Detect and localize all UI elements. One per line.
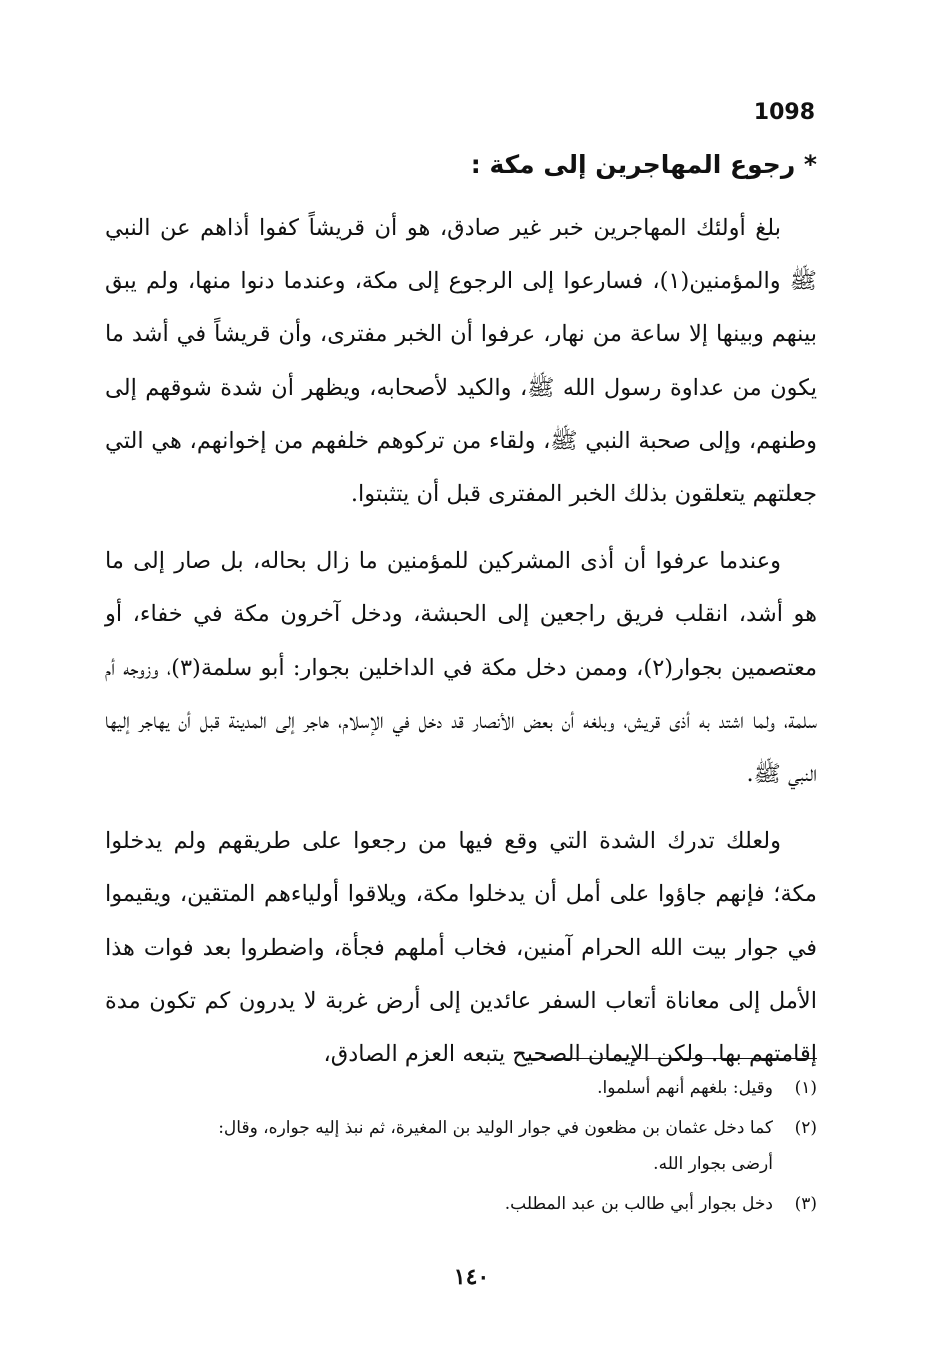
bottom-page-number: ١٤٠ <box>453 1264 490 1290</box>
section-heading: * رجوع المهاجرين إلى مكة : <box>470 150 817 179</box>
footnote-number: (٢) <box>794 1118 817 1138</box>
top-page-number: 1098 <box>753 100 815 125</box>
footnote-number: (١) <box>794 1078 817 1098</box>
footnote-text: دخل بجوار أبي طالب بن عبد المطلب. <box>504 1194 773 1214</box>
footnote-text: كما دخل عثمان بن مظعون في جوار الوليد بن المغيرة، ثم نبذ إليه جواره، وقال: <box>218 1118 773 1138</box>
footnotes <box>105 1070 817 1226</box>
footnote-separator <box>526 1058 817 1059</box>
body-text <box>105 202 817 1095</box>
paragraph-1: بلغ أولئك المهاجرين خبر غير صادق، هو أن قريشاً كفوا أذاهم عن النبي ﷺ والمؤمنين(١)، فسارعوا إلى الرجوع إلى مكة، وعندما دنوا منها، ولم يبق بينهم وبينها إلا ساعة من نهار، عرفوا أن الخبر مفترى، وأن قريشاً في أشد ما يكون من عداوة رسول الله ﷺ، والكيد لأصحابه، ويظهر أن شدة شوقهم إلى وطنهم، وإلى صحبة النبي ﷺ، ولقاء من تركوهم خلفهم من إخوانهم، هي التي جعلتهم يتعلقون بذلك الخبر المفترى قبل أن يتثبتوا. <box>105 215 817 508</box>
footnote-2 <box>105 1110 817 1182</box>
footnote-3 <box>105 1186 817 1222</box>
footnote-number: (٣) <box>794 1194 817 1214</box>
footnote-1 <box>105 1070 817 1106</box>
footnote-continuation: أرضى بجوار الله. <box>653 1154 773 1174</box>
footnote-text: وقيل: بلغهم أنهم أسلموا. <box>597 1078 773 1098</box>
paragraph-2: وعندما عرفوا أن أذى المشركين للمؤمنين ما زال بحاله، بل صار إلى ما هو أشد، انقلب فريق راجعين إلى الحبشة، ودخل آخرون مكة في خفاء، أو معتصمين بجوار(٢)، وممن دخل مكة في الداخلين بجوار: أبو سلمة(٣)، وزوجه أم سلمة، ولما اشتد به أذى قريش، وبلغه أن بعض الأنصار قد دخل في الإسلام، هاجر إلى المدينة قبل أن يهاجر إليها النبي ﷺ. <box>105 548 818 788</box>
paragraph-3: ولعلك تدرك الشدة التي وقع فيها من رجعوا على طريقهم ولم يدخلوا مكة؛ فإنهم جاؤوا على أمل أن يدخلوا مكة، ويلاقوا أولياءهم المتقين، ويقيموا في جوار بيت الله الحرام آمنين، فخاب أملهم فجأة، واضطروا بعد فوات هذا الأمل إلى معاناة أتعاب السفر عائدين إلى أرض غربة لا يدرون كم تكون مدة إقامتهم بها. ولكن الإيمان الصحيح يتبعه العزم الصادق، <box>105 828 817 1068</box>
